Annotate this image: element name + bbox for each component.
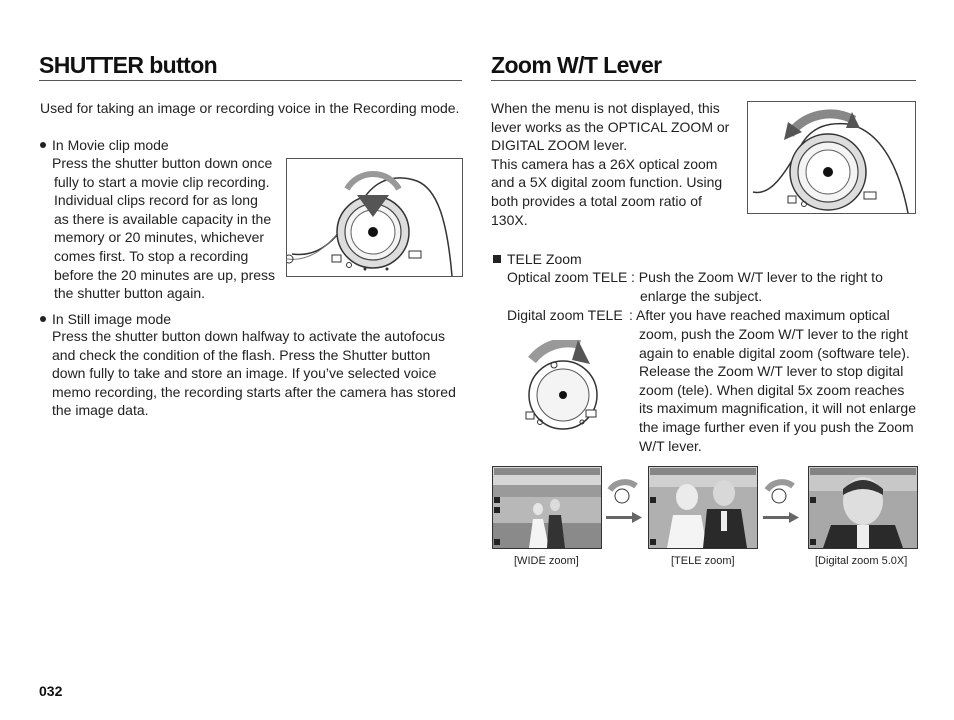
still-line: the image data. [52,402,149,419]
zoom-step-arrow-1 [604,476,644,524]
bullet-dot-icon [40,142,46,148]
zoom-arrow-icon [761,476,801,524]
optical-zoom-line: : Push the Zoom W/T lever to the right to [631,269,883,285]
still-line: and check the condition of the flash. Press the Shutter button [52,346,431,363]
square-bullet-icon [493,255,501,263]
tele-zoom-photo [648,466,758,549]
caption-tele-zoom: [TELE zoom] [671,555,735,567]
title-rule-right [491,80,916,81]
digital-zoom-line: its maximum magnification, it will not enlarge [639,400,916,417]
zoom-intro-line: 130X. [491,211,528,228]
tele-zoom-heading-text: TELE Zoom [507,251,582,267]
still-mode-body [52,327,456,420]
page-number: 032 [39,683,63,699]
movie-line: the shutter button again. [54,285,205,302]
movie-line: comes first. To stop a recording [54,247,249,264]
shutter-button-illustration [286,158,463,277]
zoom-intro-line: This camera has a 26X optical zoom [491,155,718,172]
digital-zoom-line: : After you have reached maximum optical [629,307,890,323]
caption-digital-zoom: [Digital zoom 5.0X] [815,555,908,567]
digital-zoom-line: zoom, push the Zoom W/T lever to the right [639,326,908,342]
movie-line: Press the shutter button down once [52,155,273,171]
movie-line: before the 20 minutes are up, press [54,266,276,283]
digital-zoom-line: Release the Zoom W/T lever to stop digital [639,363,904,380]
shutter-button-drawing [287,159,462,276]
movie-line: as there is available capacity in the [54,210,272,227]
zoom-title: Zoom W/T Lever [491,52,662,78]
wide-zoom-photo [492,466,602,549]
caption-wide-zoom: [WIDE zoom] [514,555,579,567]
still-mode-heading-text: In Still image mode [52,311,172,327]
shutter-title: SHUTTER button [39,52,218,78]
still-line: memo recording, the recording starts after the camera has stored [52,383,456,400]
zoom-intro-line: When the menu is not displayed, this [491,100,720,116]
wedding-couple-tele-image [649,467,757,548]
movie-mode-body [52,154,275,303]
bullet-dot-icon [40,316,46,322]
zoom-dial-drawing [520,340,630,430]
title-rule-left [39,80,462,81]
zoom-lever-illustration [747,101,916,214]
zoom-intro-line: lever works as the OPTICAL ZOOM or [491,118,730,135]
shutter-intro: Used for taking an image or recording voice in the Recording mode. [40,100,460,116]
zoom-intro-line: and a 5X digital zoom function. Using [491,174,723,191]
digital-zoom-label: Digital zoom TELE [507,307,623,323]
digital-zoom-line: again to enable digital zoom (software tele). [639,344,910,361]
movie-line: fully to start a movie clip recording. [54,173,270,190]
zoom-arrow-icon [604,476,644,524]
groom-closeup-image [809,467,917,548]
movie-line: Individual clips record for as long [54,192,258,209]
optical-zoom-label: Optical zoom TELE [507,269,628,285]
still-line: down fully to take and store an image. If you’ve selected voice [52,365,437,382]
tele-zoom-heading [493,250,582,269]
zoom-step-arrow-2 [761,476,801,524]
movie-mode-heading-text: In Movie clip mode [52,137,169,153]
wedding-couple-wide-image [493,467,601,548]
zoom-lever-drawing [748,102,915,213]
still-mode-heading [40,310,171,329]
zoom-intro [491,99,729,229]
movie-line: memory or 20 minutes, whichever [54,229,265,246]
optical-zoom-line: enlarge the subject. [640,288,763,304]
zoom-dial-illustration [520,340,630,430]
digital-zoom-line: W/T lever. [639,437,702,454]
digital-zoom-line: zoom (tele). When digital 5x zoom reaches [639,381,905,398]
still-line: Press the shutter button down halfway to activate the autofocus [52,328,446,344]
digital-zoom-photo [808,466,918,549]
digital-zoom-line: the image further even if you push the Zoom [639,418,914,435]
movie-mode-heading [40,136,169,155]
zoom-intro-line: both provides a total zoom ratio of [491,192,702,209]
digital-zoom-body [639,325,916,455]
zoom-intro-line: DIGITAL ZOOM lever. [491,137,628,154]
